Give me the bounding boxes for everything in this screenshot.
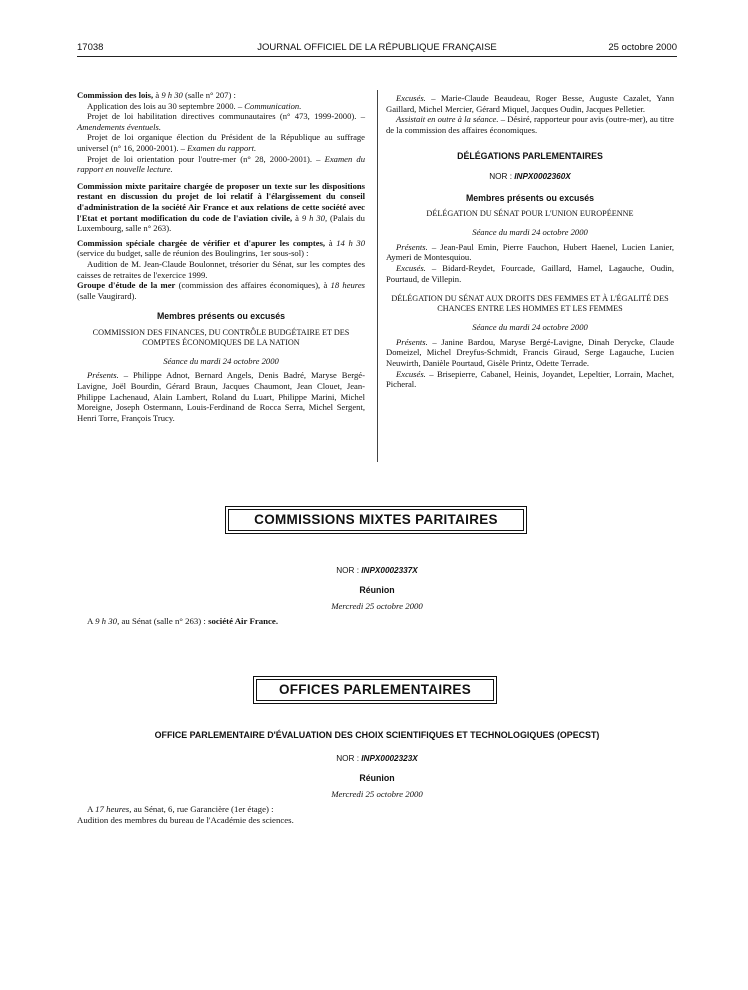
section-title: OFFICES PARLEMENTAIRES bbox=[256, 679, 494, 701]
cmp-air-france-heading: Commission mixte paritaire chargée de proposer un texte sur les dispositions restant en discussion du projet de loi relatif à l'élargissement du conseil d'administration de la société Air France et aux relations de cette société avec l'Etat et portant modification du code de l'aviation civile, à 9 h 30, (Palais du Luxembourg, salle n° 263). bbox=[77, 180, 365, 234]
page-header bbox=[77, 40, 677, 57]
assistait-line: Assistait en outre à la séance. – Désiré, rapporteur pour avis (outre-mer), au titre de la commission des affaires économiques. bbox=[386, 114, 674, 135]
seance-date: Séance du mardi 24 octobre 2000 bbox=[163, 355, 279, 366]
journal-title: JOURNAL OFFICIEL DE LA RÉPUBLIQUE FRANÇAISE bbox=[257, 42, 497, 53]
reunion-date: Mercredi 25 octobre 2000 bbox=[331, 601, 423, 611]
presents-list: Présents. – Philippe Adnot, Bernard Angels, Denis Badré, Maryse Bergé-Lavigne, Joël Bourdin, Gérard Braun, Jacques Chaumont, Jean Clouet, Jean-Philippe Lachenaud, Alain Lambert, Roland du Luart, Philippe Marini, Michel Moreigne, Joseph Ostermann, Louis-Ferdinand de Rocca Serra, Michel Sergent, Henri Torre, François Trucy. bbox=[77, 370, 365, 423]
section-title-box bbox=[225, 506, 527, 534]
section-title: COMMISSIONS MIXTES PARITAIRES bbox=[228, 509, 524, 531]
delegation-femmes-title: DÉLÉGATION DU SÉNAT AUX DROITS DES FEMMES ET À L'ÉGALITÉ DES CHANCES ENTRE LES HOMMES ET LES FEMMES bbox=[391, 294, 669, 314]
nor-reference: NOR : INPX0002323X bbox=[336, 754, 418, 763]
groupe-mer-heading: Groupe d'étude de la mer (commission des affaires économiques), à 18 heures (salle Vaugirard). bbox=[77, 280, 365, 301]
delegations-heading: DÉLÉGATIONS PARLEMENTAIRES bbox=[457, 151, 603, 162]
lois-item: Projet de loi habilitation directives communautaires (n° 473, 1999-2000). – Amendements éventuels. bbox=[77, 111, 365, 132]
lois-item: Application des lois au 30 septembre 2000. – Communication. bbox=[87, 100, 302, 111]
commission-finances-title: COMMISSION DES FINANCES, DU CONTRÔLE BUDGÉTAIRE ET DES COMPTES ÉCONOMIQUES DE LA NATION bbox=[92, 327, 350, 347]
reunion-date: Mercredi 25 octobre 2000 bbox=[331, 789, 423, 799]
reunion-heading: Réunion bbox=[359, 585, 395, 595]
offices-section bbox=[77, 730, 677, 826]
nor-reference: NOR : INPX0002337X bbox=[336, 566, 418, 575]
reunion-heading: Réunion bbox=[359, 773, 395, 783]
section-title-box bbox=[253, 676, 497, 704]
membres-heading: Membres présents ou excusés bbox=[465, 192, 595, 203]
reunion-line-2: Audition des membres du bureau de l'Académie des sciences. bbox=[77, 815, 294, 825]
seance-date: Séance du mardi 24 octobre 2000 bbox=[472, 322, 588, 333]
membres-heading: Membres présents ou excusés bbox=[156, 311, 286, 322]
issue-date: 25 octobre 2000 bbox=[608, 42, 677, 53]
speciale-item: Audition de M. Jean-Claude Boulonnet, trésorier du Sénat, sur les comptes des caisses de retraites de l'exercice 1999. bbox=[77, 258, 365, 280]
lois-item: Projet de loi orientation pour l'outre-mer (n° 28, 2000-2001). – Examen du rapport en nouvelle lecture. bbox=[77, 153, 366, 175]
page-number: 17038 bbox=[77, 42, 104, 53]
office-title: OFFICE PARLEMENTAIRE D'ÉVALUATION DES CHOIX SCIENTIFIQUES ET TECHNOLOGIQUES (OPECST) bbox=[154, 730, 600, 740]
reunion-line: A 9 h 30, au Sénat (salle n° 263) : société Air France. bbox=[87, 616, 279, 626]
cmp-section bbox=[77, 565, 677, 627]
column-divider bbox=[377, 90, 378, 462]
lois-item: Projet de loi organique élection du Président de la République au suffrage universel (n° 16, 2000-2001). – Examen du rapport. bbox=[77, 132, 365, 153]
commission-lois-heading: Commission des lois, à 9 h 30 (salle n° 207) : bbox=[77, 90, 236, 100]
excuses-list: Excusés. – Brisepierre, Cabanel, Heinis, Joyandet, Lepeltier, Lorrain, Machet, Picheral. bbox=[386, 368, 674, 390]
right-column bbox=[386, 93, 674, 390]
presents-list: Présents. – Jean-Paul Emin, Pierre Fauchon, Hubert Haenel, Lucien Lanier, Aymeri de Montesquiou. bbox=[386, 241, 674, 263]
left-column bbox=[77, 90, 365, 423]
reunion-line: A 17 heures, au Sénat, 6, rue Garancière (1er étage) : bbox=[87, 804, 274, 814]
presents-list: Présents. – Janine Bardou, Maryse Bergé-Lavigne, Dinah Derycke, Claude Domeizel, Michel Dreyfus-Schmidt, Francis Giraud, Serge Lagauche, Lucien Neuwirth, Danièle Pourtaud, Gisèle Printz, Odette Terrade. bbox=[386, 336, 675, 368]
commission-speciale-heading: Commission spéciale chargée de vérifier et d'apurer les comptes, à 14 h 30 (service du budget, salle de réunion des Boulingrins, 1er sous-sol) : bbox=[77, 237, 366, 259]
nor-reference: NOR : INPX0002360X bbox=[489, 171, 571, 181]
seance-date: Séance du mardi 24 octobre 2000 bbox=[472, 227, 588, 238]
excuses-list: Excusés. – Marie-Claude Beaudeau, Roger Besse, Auguste Cazalet, Yann Gaillard, Michel Mercier, Gérard Miquel, Jacques Oudin, Jacques Pelletier. bbox=[386, 93, 674, 114]
excuses-list: Excusés. – Bidard-Reydet, Fourcade, Gaillard, Hamel, Lagauche, Oudin, Pourtaud, de Villepin. bbox=[386, 262, 675, 284]
delegation-ue-title: DÉLÉGATION DU SÉNAT POUR L'UNION EUROPÉENNE bbox=[426, 209, 634, 219]
